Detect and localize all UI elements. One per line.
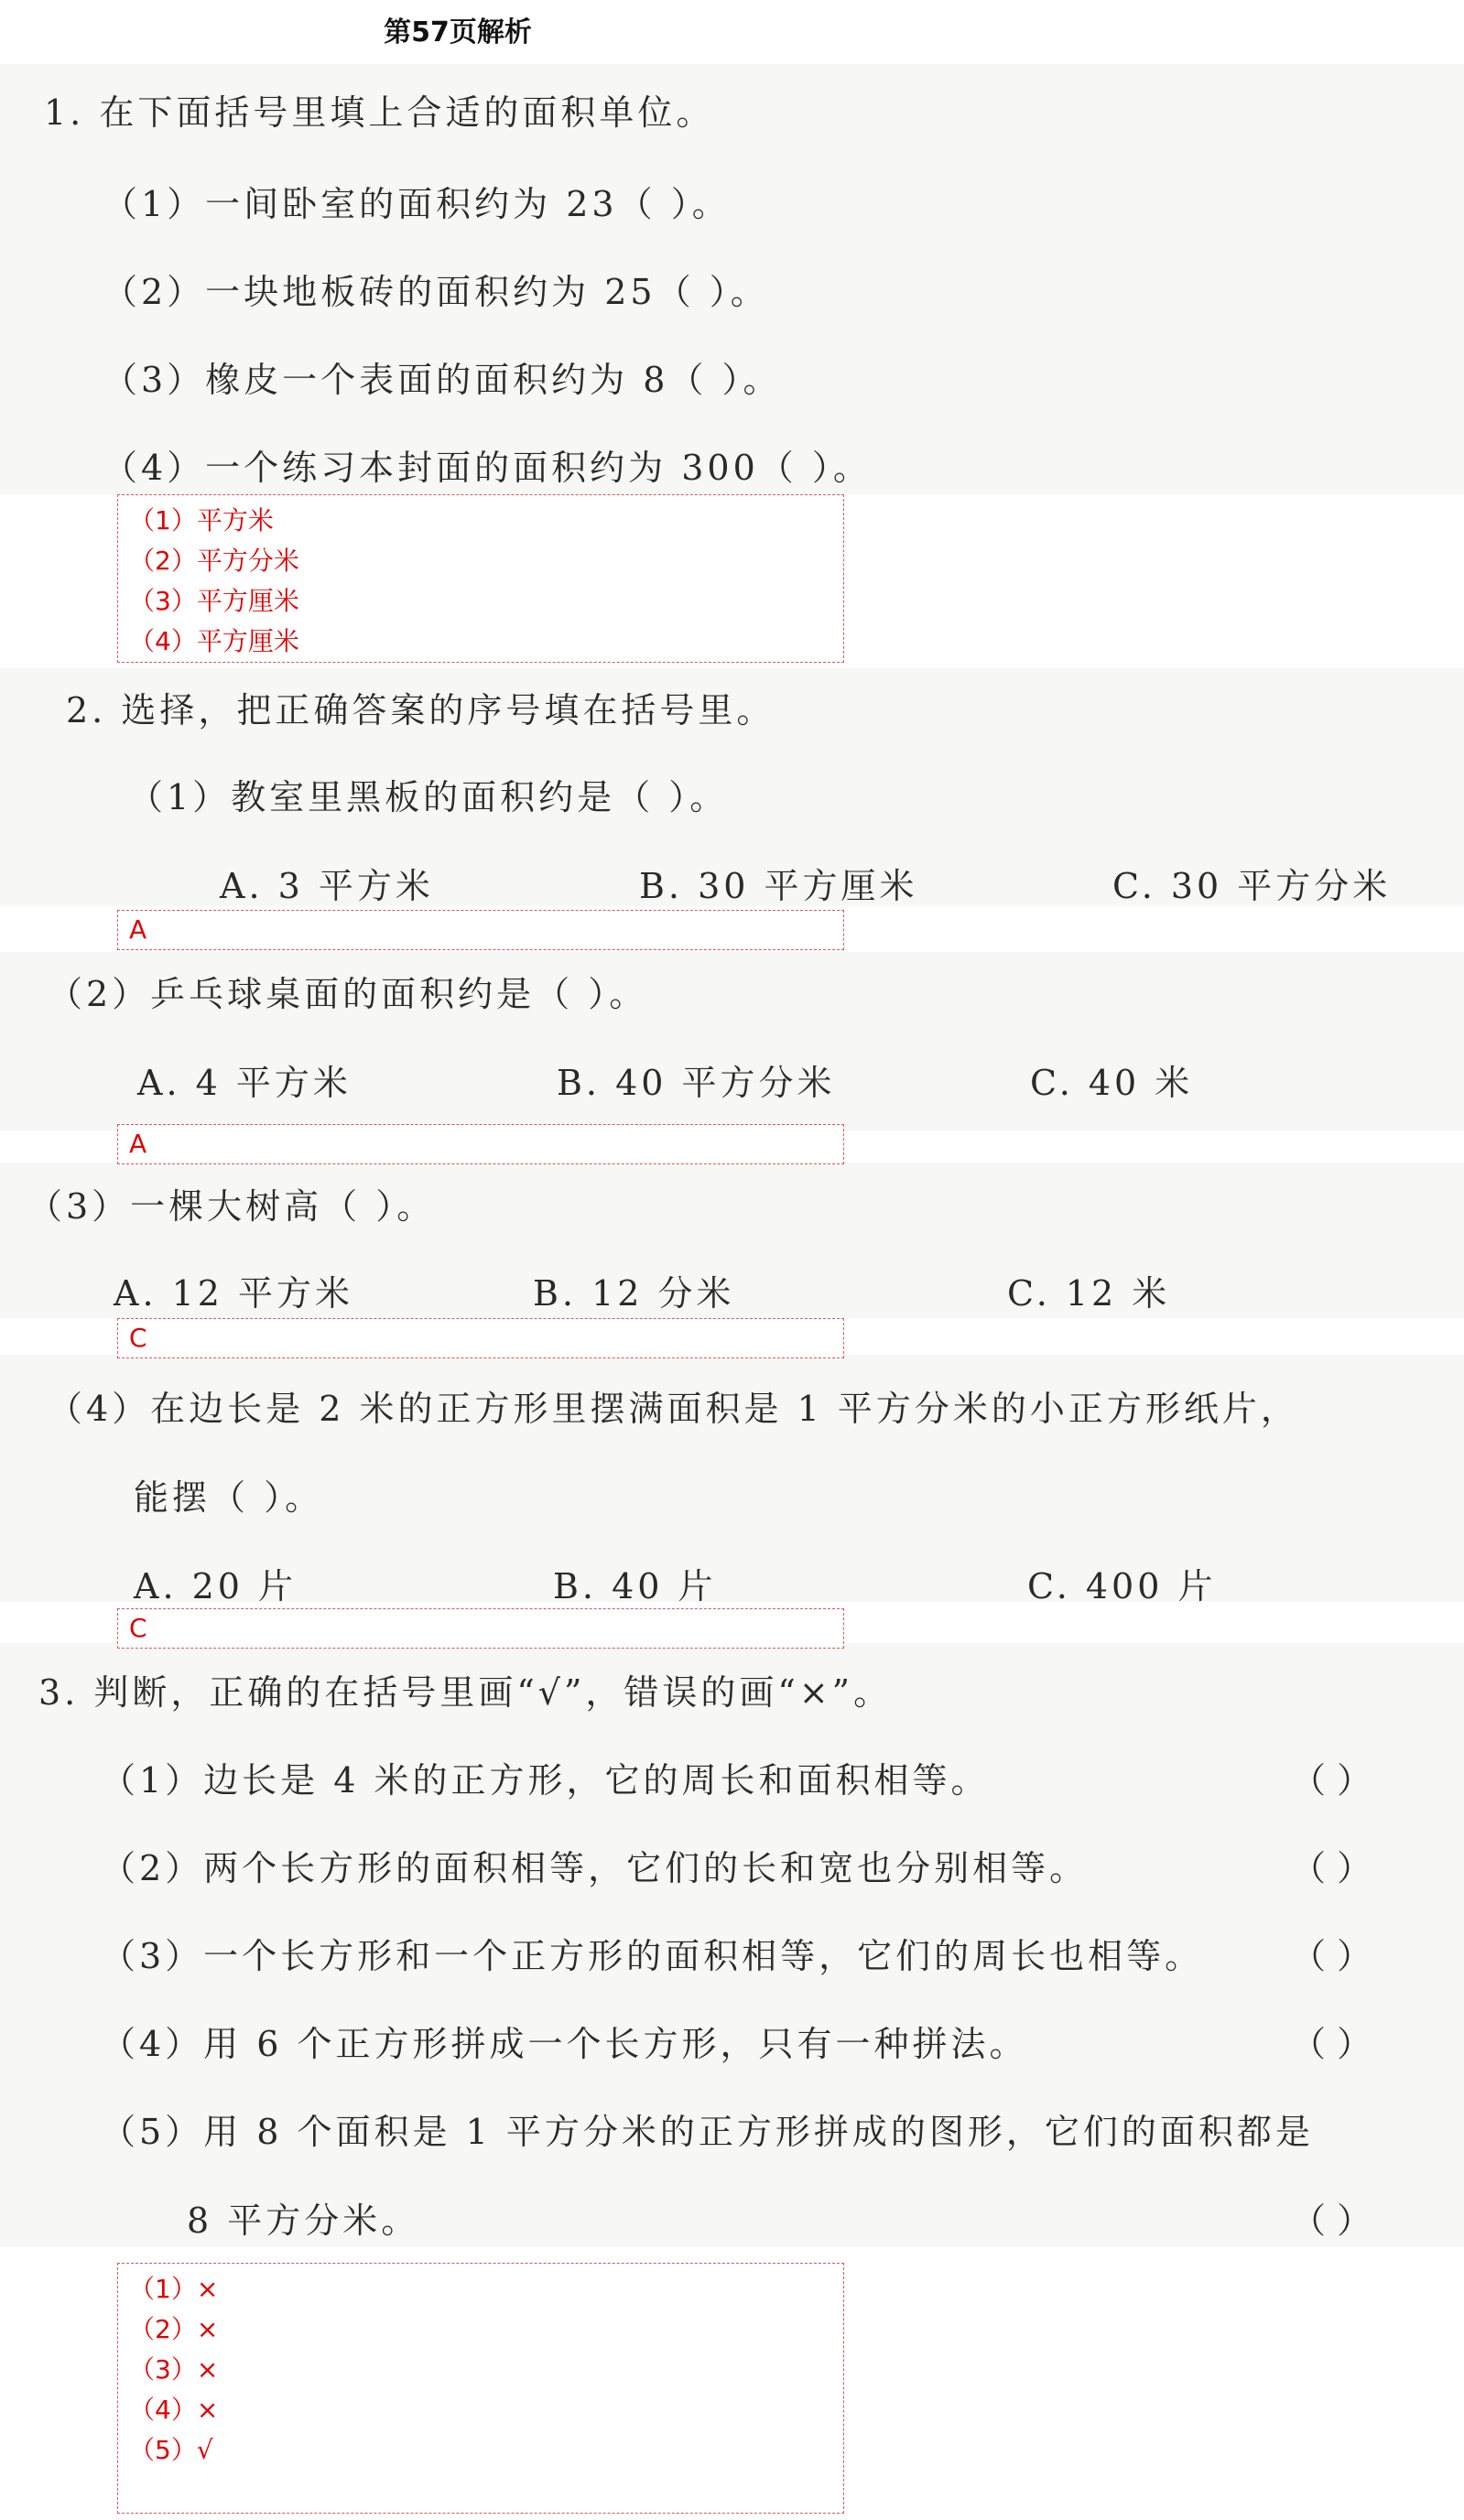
- q3-item-1-blank: （ ）: [1291, 1760, 1372, 1801]
- q1-item-4: （4）一个练习本封面的面积约为 300（ ）。: [103, 448, 872, 488]
- q3-item-5-blank: （ ）: [1291, 2201, 1372, 2241]
- q3-item-3: （3）一个长方形和一个正方形的面积相等，它们的周长也相等。: [101, 1936, 1204, 1976]
- q2-item-3-option-c: C. 12 米: [1007, 1273, 1171, 1314]
- q3-answer-4: （4）×: [129, 2395, 219, 2425]
- q3-item-5: （5）用 8 个面积是 1 平方分米的正方形拼成的图形，它们的面积都是: [101, 2112, 1314, 2152]
- q2-item-2-answer-box: [117, 1124, 844, 1164]
- q3-item-3-blank: （ ）: [1291, 1936, 1372, 1976]
- q2-item-2-option-a: A. 4 平方米: [137, 1063, 352, 1103]
- q2-item-3: （3）一棵大树高（ ）。: [27, 1186, 436, 1227]
- q2-item-2-answer: A: [129, 1129, 147, 1159]
- q2-item-4-answer: C: [129, 1613, 147, 1643]
- q2-item-3-answer: C: [129, 1323, 147, 1353]
- q2-item-4-answer-box: [117, 1608, 844, 1649]
- q1-item-3: （3）橡皮一个表面的面积约为 8（ ）。: [103, 360, 782, 400]
- q2-item-2: （2）乒乓球桌面的面积约是（ ）。: [48, 974, 648, 1014]
- q3-answer-1: （1）×: [129, 2274, 219, 2304]
- q1-item-1: （1）一间卧室的面积约为 23（ ）。: [103, 184, 731, 224]
- q2-item-4-option-b: B. 40 片: [553, 1566, 717, 1606]
- q2-item-1: （1）教室里黑板的面积约是（ ）。: [128, 777, 729, 817]
- q2-item-3-option-b: B. 12 分米: [533, 1273, 735, 1314]
- q3-answer-5: （5）√: [129, 2435, 213, 2465]
- q1-answer-3: （3）平方厘米: [129, 586, 299, 616]
- q2-item-3-option-a: A. 12 平方米: [114, 1273, 354, 1314]
- q3-item-2: （2）两个长方形的面积相等，它们的长和宽也分别相等。: [101, 1848, 1089, 1888]
- q2-item-1-answer-box: [117, 910, 844, 950]
- q2-item-1-option-c: C. 30 平方分米: [1112, 866, 1392, 906]
- q1-item-2: （2）一块地板砖的面积约为 25（ ）。: [103, 272, 769, 312]
- q2-item-2-option-b: B. 40 平方分米: [557, 1063, 836, 1103]
- q2-item-1-option-a: A. 3 平方米: [220, 866, 434, 906]
- q1-answer-4: （4）平方厘米: [129, 626, 299, 656]
- q1-answer-box: [117, 494, 844, 663]
- q3-answer-3: （3）×: [129, 2354, 219, 2385]
- q3-answer-2: （2）×: [129, 2314, 219, 2344]
- q2-item-4-option-c: C. 400 片: [1027, 1566, 1217, 1606]
- q2-item-2-option-c: C. 40 米: [1030, 1063, 1194, 1103]
- q2-item-4-option-a: A. 20 片: [134, 1566, 298, 1606]
- q1-stem: 1. 在下面括号里填上合适的面积单位。: [44, 92, 715, 133]
- q2-item-3-answer-box: [117, 1318, 844, 1358]
- q2-item-4-line2: 能摆（ ）。: [134, 1477, 324, 1518]
- q1-answer-1: （1）平方米: [129, 505, 274, 535]
- q1-answer-2: （2）平方分米: [129, 546, 299, 576]
- page-title: 第57页解析: [384, 16, 532, 49]
- q3-item-4-blank: （ ）: [1291, 2024, 1372, 2064]
- q3-answer-box: [117, 2263, 844, 2514]
- q3-item-5-line2: 8 平方分米。: [187, 2201, 420, 2241]
- q3-item-1: （1）边长是 4 米的正方形，它的周长和面积相等。: [101, 1760, 990, 1801]
- q2-item-1-answer: A: [129, 914, 147, 945]
- q3-stem: 3. 判断，正确的在括号里画“√”，错误的画“×”。: [38, 1672, 893, 1713]
- q2-stem: 2. 选择，把正确答案的序号填在括号里。: [66, 690, 775, 730]
- q3-item-2-blank: （ ）: [1291, 1848, 1372, 1888]
- q2-item-4: （4）在边长是 2 米的正方形里摆满面积是 1 平方分米的小正方形纸片，: [48, 1389, 1299, 1429]
- q2-item-1-option-b: B. 30 平方厘米: [639, 866, 918, 906]
- q3-item-4: （4）用 6 个正方形拼成一个长方形，只有一种拼法。: [101, 2024, 1028, 2064]
